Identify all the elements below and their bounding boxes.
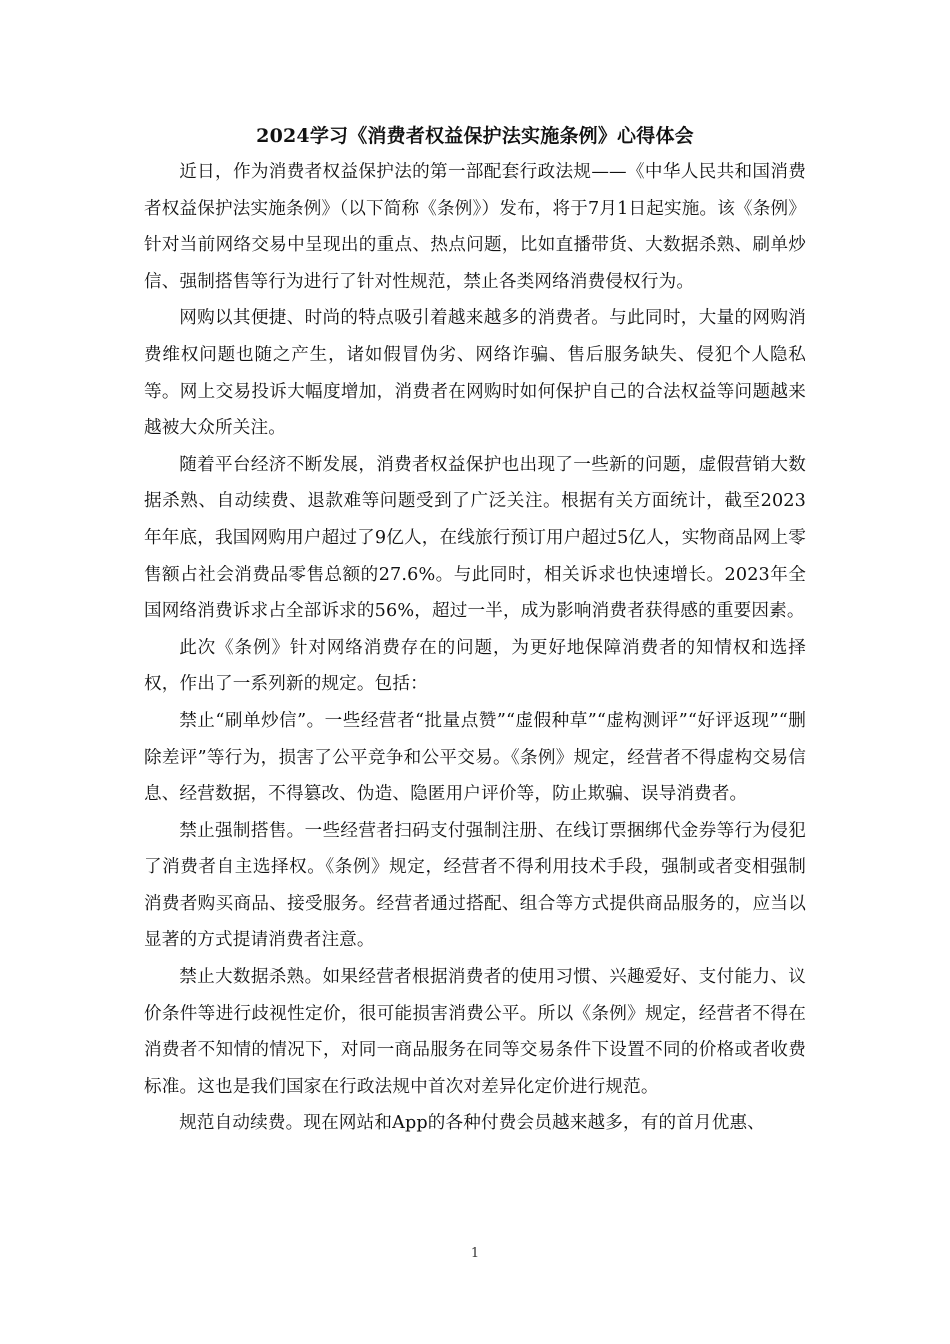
paragraph-new-rules: 此次《条例》针对网络消费存在的问题，为更好地保障消费者的知情权和选择权，作出了一系列新的规定。包括： bbox=[144, 637, 806, 695]
paragraph-intro: 近日，作为消费者权益保护法的第一部配套行政法规——《中华人民共和国消费者权益保护法实施条例》（以下简称《条例》）发布，将于7月1日起实施。该《条例》针对当前网络交易中呈现出的重点、热点问题，比如直播带货、大数据杀熟、刷单炒信、强制搭售等行为进行了针对性规范，禁止各类网络消费侵权行为。 bbox=[144, 162, 806, 292]
paragraph-online-shopping: 网购以其便捷、时尚的特点吸引着越来越多的消费者。与此同时，大量的网购消费维权问题也随之产生，诸如假冒伪劣、网络诈骗、售后服务缺失、侵犯个人隐私等。网上交易投诉大幅度增加，消费者在网购时如何保护自己的合法权益等问题越来越被大众所关注。 bbox=[144, 308, 806, 439]
page-number: 1 bbox=[470, 1246, 480, 1261]
paragraph-auto-renewal: 规范自动续费。现在网站和App的各种付费会员越来越多，有的首月优惠、 bbox=[179, 1113, 765, 1134]
paragraph-platform-economy: 随着平台经济不断发展，消费者权益保护也出现了一些新的问题，虚假营销大数据杀熟、自动续费、退款难等问题受到了广泛关注。根据有关方面统计，截至2023年年底，我国网购用户超过了9亿人，在线旅行预订用户超过5亿人，实物商品网上零售额占社会消费品零售总额的27.6%。与此同时，相关诉求也快速增长。2023年全国网络消费诉求占全部诉求的56%，超过一半，成为影响消费者获得感的重要因素。 bbox=[144, 454, 806, 622]
paragraph-price-discrimination: 禁止大数据杀熟。如果经营者根据消费者的使用习惯、兴趣爱好、支付能力、议价条件等进行歧视性定价，很可能损害消费公平。所以《条例》规定，经营者不得在消费者不知情的情况下，对同一商品服务在同等交易条件下设置不同的价格或者收费标准。这也是我们国家在行政法规中首次对差异化定价进行规范。 bbox=[144, 967, 806, 1097]
document-body bbox=[144, 118, 806, 1142]
paragraph-fake-reviews: 禁止“刷单炒信”。一些经营者“批量点赞”“虚假种草”“虚构测评”“好评返现”“删除差评”等行为，损害了公平竞争和公平交易。《条例》规定，经营者不得虚构交易信息、经营数据，不得篡改、伪造、隐匿用户评价等，防止欺骗、误导消费者。 bbox=[144, 710, 806, 805]
document-title: 2024学习《消费者权益保护法实施条例》心得体会 bbox=[256, 125, 694, 147]
paragraph-forced-bundling: 禁止强制搭售。一些经营者扫码支付强制注册、在线订票捆绑代金券等行为侵犯了消费者自主选择权。《条例》规定，经营者不得利用技术手段，强制或者变相强制消费者购买商品、接受服务。经营者通过搭配、组合等方式提供商品服务的，应当以显著的方式提请消费者注意。 bbox=[144, 820, 806, 951]
